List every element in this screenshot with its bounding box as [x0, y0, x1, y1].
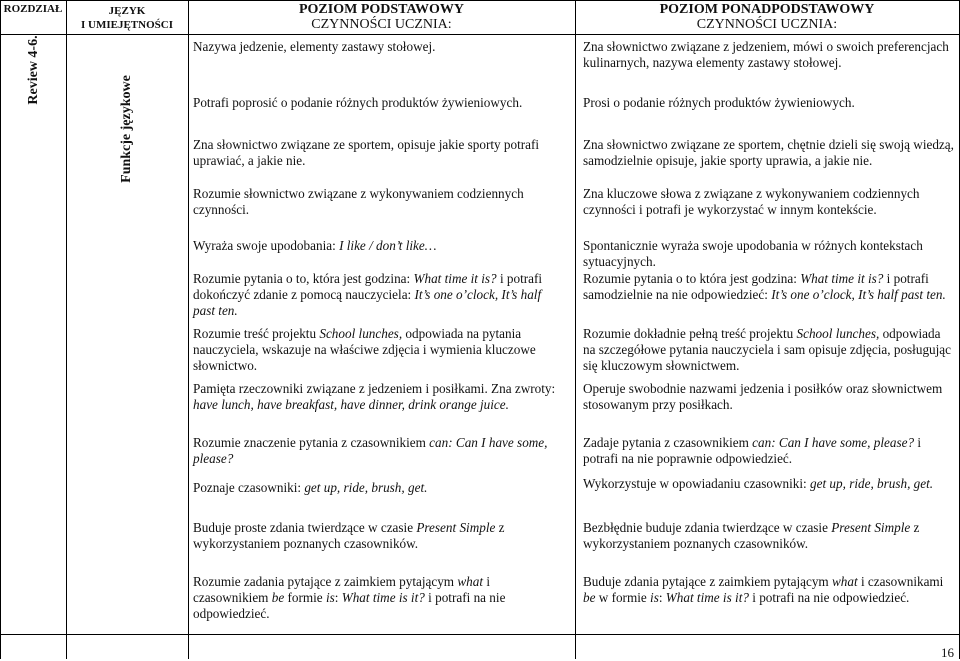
advanced-row-9 [583, 435, 955, 467]
basic-row-7-text: Rozumie treść projektu [193, 326, 320, 341]
advanced-row-12-what: what [832, 574, 858, 589]
advanced-row-3: Zna słownictwo związane ze sportem, chętnie dzieli się swoją wiedzą, samodzielnie opisuje, jakie sporty uprawia, a jakie nie. [583, 137, 954, 169]
advanced-row-6-answer: It’s one o’clock, It’s half past ten. [771, 287, 946, 303]
basic-row-8-text: Pamięta rzeczowniki związane z jedzeniem i posiłkami. Zna zwroty: [193, 381, 556, 396]
basic-row-12-colon: : [334, 590, 342, 606]
basic-row-7-project: School lunches, [319, 326, 403, 341]
basic-row-12-text3: formie [284, 590, 326, 606]
functions-label: Funkcje językowe [119, 75, 134, 183]
page-number: 16 [941, 645, 954, 660]
basic-row-7 [193, 326, 563, 375]
advanced-row-7-text: Rozumie dokładnie pełną treść projektu [583, 326, 797, 341]
basic-row-6-answer: It’s one o’clock, It’s half past ten. [193, 287, 542, 319]
basic-row-5 [193, 238, 563, 254]
advanced-row-1: Zna słownictwo związane z jedzeniem, mówi o swoich preferencjach kulinarnych, nazywa elementy zastawy stołowej. [583, 39, 949, 71]
header-jezyk-line1: JĘZYK [108, 5, 146, 17]
grid-line [0, 34, 960, 35]
basic-row-10-text: Poznaje czasowniki: [193, 480, 305, 495]
advanced-row-5: Spontanicznie wyraża swoje upodobania w różnych kontekstach sytuacyjnych. [583, 238, 923, 270]
basic-row-12-is: is [325, 590, 335, 606]
advanced-row-12-question: What time is it? [665, 590, 749, 606]
advanced-row-12-is: is [650, 590, 659, 606]
basic-row-9-question: can: Can I have some, please? [193, 435, 548, 467]
advanced-row-12-be: be [583, 590, 596, 606]
basic-row-11-tense: Present Simple [416, 520, 496, 535]
basic-row-10-verbs: get up, ride, brush, get. [304, 480, 428, 495]
basic-row-4: Rozumie słownictwo związane z wykonywaniem codziennych czynności. [193, 186, 524, 218]
advanced-row-7-project: School lunches, [796, 326, 880, 341]
grid-line [575, 0, 576, 659]
advanced-row-12-text: Buduje zdania pytające z zaimkiem pytającym [583, 574, 832, 589]
header-jezyk [66, 4, 188, 32]
basic-row-1: Nazywa jedzenie, elementy zastawy stołowej. [193, 39, 436, 54]
grid-line [0, 0, 1, 659]
advanced-row-10-verbs: get up, ride, brush, get. [810, 476, 934, 491]
basic-row-11 [193, 520, 563, 552]
basic-row-6-question: What time it is? [413, 271, 497, 286]
advanced-row-2: Prosi o podanie różnych produktów żywieniowych. [583, 95, 855, 110]
basic-row-6-text2: i potrafi dokończyć zdanie z pomocą nauczyciela: [193, 271, 543, 303]
basic-row-12-text2: i czasownikiem [193, 574, 490, 606]
advanced-row-7-text2: odpowiada na szczegółowe pytania nauczyciela i sam opisuje zdjęcia, posługując się kluczowym słownictwem. [583, 326, 952, 374]
basic-row-7-text2: odpowiada na pytania nauczyciela, wskazuje na właściwe zdjęcia i wymienia kluczowe słownictwo. [193, 326, 536, 374]
basic-row-6-text: Rozumie pytania o to, która jest godzina: [193, 271, 414, 286]
grid-line [188, 0, 189, 659]
grid-line [0, 634, 960, 635]
basic-row-2: Potrafi poprosić o podanie różnych produktów żywieniowych. [193, 95, 523, 110]
grid-line [0, 0, 960, 1]
advanced-row-11 [583, 520, 955, 552]
header-basic [188, 2, 575, 32]
advanced-row-6-question: What time it is? [800, 271, 884, 286]
basic-row-11-text2: z wykorzystaniem poznanych czasowników. [193, 520, 505, 552]
advanced-row-10-text: Wykorzystuje w opowiadaniu czasowniki: [583, 476, 811, 491]
basic-row-12-be: be [271, 590, 285, 606]
advanced-row-4: Zna kluczowe słowa z związane z wykonywaniem codziennych czynności i potrafi je wykorzystać w innym kontekście. [583, 186, 920, 218]
header-rozdzial: ROZDZIAŁ [3, 3, 63, 15]
header-basic-line2: CZYNNOŚCI UCZNIA: [311, 17, 452, 32]
advanced-row-6 [583, 271, 955, 303]
advanced-row-8: Operuje swobodnie nazwami jedzenia i posiłków oraz słownictwem stosowanym przy posiłkach. [583, 381, 943, 413]
basic-row-12-text4: i potrafi na nie odpowiedzieć. [193, 590, 506, 622]
header-advanced-line1: POZIOM PONADPODSTAWOWY [659, 2, 875, 17]
basic-row-5-phrase: I like / don’t like… [339, 238, 437, 253]
advanced-row-12 [583, 574, 955, 606]
basic-row-8 [193, 381, 563, 413]
advanced-row-12-text2: i czasownikami [857, 574, 944, 589]
header-basic-line1: POZIOM PODSTAWOWY [298, 2, 465, 17]
header-jezyk-line2: I UMIEJĘTNOŚCI [81, 19, 173, 31]
advanced-row-9-question: can: Can I have some, please? [752, 435, 915, 450]
basic-row-11-text: Buduje proste zdania twierdzące w czasie [193, 520, 417, 535]
advanced-row-11-tense: Present Simple [831, 520, 911, 535]
basic-row-12 [193, 574, 563, 623]
basic-row-10 [193, 480, 563, 496]
advanced-row-11-text2: z wykorzystaniem poznanych czasowników. [583, 520, 920, 552]
advanced-row-9-text: Zadaje pytania z czasownikiem [583, 435, 753, 450]
advanced-row-6-text2: i potrafi samodzielnie na nie odpowiedzieć: [583, 271, 929, 303]
advanced-row-12-colon: : [658, 590, 666, 606]
header-advanced [575, 2, 959, 32]
basic-row-6 [193, 271, 563, 320]
basic-row-3: Zna słownictwo związane ze sportem, opisuje jakie sporty potrafi uprawiać, a jakie nie. [193, 137, 540, 169]
advanced-row-9-text2: i potrafi na nie poprawnie odpowiedzieć. [583, 435, 922, 467]
grid-line [66, 0, 67, 659]
basic-row-5-text: Wyraża swoje upodobania: [193, 238, 340, 253]
advanced-row-12-text4: i potrafi na nie odpowiedzieć. [748, 590, 910, 606]
review-label: Review 4-6. [26, 35, 41, 105]
advanced-row-6-text: Rozumie pytania o to która jest godzina: [583, 271, 801, 286]
basic-row-9-text: Rozumie znaczenie pytania z czasownikiem [193, 435, 430, 450]
advanced-row-10 [583, 476, 955, 492]
basic-row-8-phrases: have lunch, have breakfast, have dinner, drink orange juice. [193, 397, 509, 413]
basic-row-12-question: What time is it? [341, 590, 425, 606]
advanced-row-7 [583, 326, 955, 375]
basic-row-12-text: Rozumie zadania pytające z zaimkiem pytającym [193, 574, 458, 589]
advanced-row-12-text3: w formie [595, 590, 651, 606]
advanced-row-11-text: Bezbłędnie buduje zdania twierdzące w czasie [583, 520, 832, 535]
header-advanced-line2: CZYNNOŚCI UCZNIA: [696, 17, 838, 32]
basic-row-9 [193, 435, 563, 467]
basic-row-12-what: what [457, 574, 484, 589]
